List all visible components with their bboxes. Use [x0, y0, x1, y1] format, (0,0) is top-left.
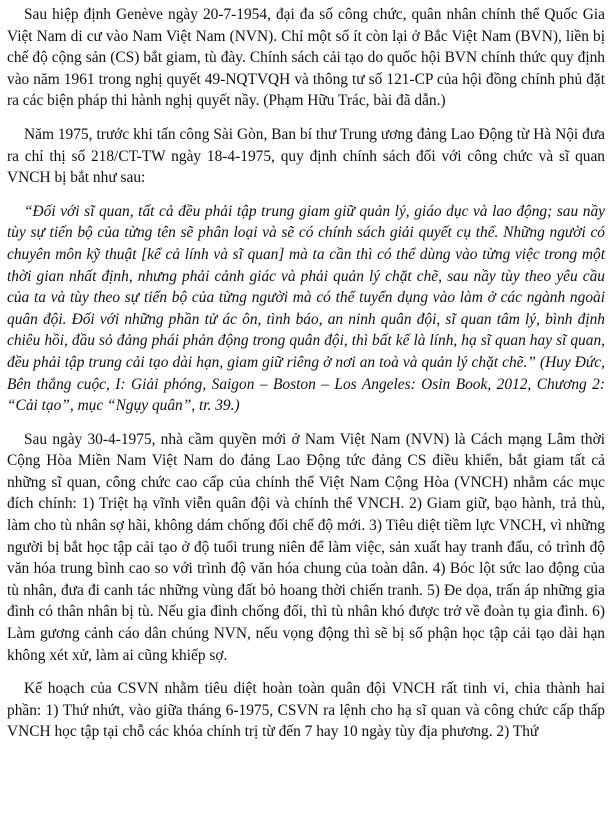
paragraph-directive-218: Năm 1975, trước khi tấn công Sài Gòn, Ban bí thư Trung ương đảng Lao Động từ Hà Nội đưa ra chỉ thị số 218/CT-TW ngày 18-4-1975, quy định chính sách đối với công chức và sĩ quan VNCH bị bắt như sau:: [7, 125, 605, 187]
paragraph-after-1975: Sau ngày 30-4-1975, nhà cầm quyền mới ở Nam Việt Nam (NVN) là Cách mạng Lâm thời Cộng Hòa Miền Nam Việt Nam do đảng Lao Động tức đảng CS điều khiển, bắt giam tất cả những sĩ quan, công chức cao cấp của chính thể Việt Nam Cộng Hòa (VNCH) nhằm các mục đích chính: 1) Triệt hạ vĩnh viễn quân đội và chính thể VNCH. 2) Giam giữ, bạo hành, trả thù, làm cho tù nhân sợ hãi, không dám chống đối chế độ mới. 3) Tiêu diệt tiềm lực VNCH, vì những người bị bắt học tập cải tạo ở độ tuổi trung niên để làm việc, sản xuất hay tranh đấu, có trình độ văn hóa trung bình cao so với trình độ văn hóa chung của toàn dân. 4) Bóc lột sức lao động của tù nhân, đưa đi canh tác những vùng đất bỏ hoang thời chiến tranh. 5) Đe dọa, trấn áp những gia đình có thân nhân bị tù. Nếu gia đình chống đối, thì tù nhân khó được trở về đoàn tụ gia đình. 6) Làm gương cảnh cáo dân chúng NVN, nếu vọng động thì sẽ bị số phận học tập cải tạo dài hạn không xét xử, làm ai cũng khiếp sợ.: [7, 430, 605, 664]
paragraph-csvn-plan: Kế hoạch của CSVN nhằm tiêu diệt hoàn toàn quân đội VNCH rất tinh vi, chia thành hai phần: 1) Thứ nhứt, vào giữa tháng 6-1975, CSVN ra lệnh cho hạ sĩ quan và công chức cấp thấp VNCH học tập tại chỗ các khóa chính trị từ đến 7 hay 10 ngày tùy địa phương. 2) Thứ: [7, 680, 605, 741]
quotation-directive-text: “Đối với sĩ quan, tất cả đều phải tập trung giam giữ quản lý, giáo dục và lao động; sau nầy tùy sự tiến bộ của từng tên sẽ phân loại và sẽ có chính sách giải quyết cụ thể. Những người có chuyên môn kỹ thuật [kể cả lính và sĩ quan] mà ta cần thì có thể dùng vào từng việc trong một thời gian nhất định, nhưng phải cảnh giác và phải quản lý chặt chẽ, sau nầy tùy theo yêu cầu của ta và tùy theo sự tiến bộ của từng người mà có thể tuyển dụng vào làm ở các ngành ngoài quân đội. Đối với những phần tử ác ôn, tình báo, an ninh quân đội, sĩ quan tâm lý, bình định chiêu hồi, đầu sỏ đảng phái phản động trong quân đội, thì bất kể là lính, hạ sĩ quan hay sĩ quan, đều phải tập trung cải tạo dài hạn, giam giữ riêng ở nơi an toà và quản lý chặt chẽ.” (Huy Đức, Bên thắng cuộc, I: Giải phóng, Saigon – Boston – Los Angeles: Osin Book, 2012, Chương 2: “Cải tạo”, mục “Ngụy quân”, tr. 39.): [7, 202, 605, 415]
paragraph-geneva-1954: Sau hiệp định Genève ngày 20-7-1954, đại đa số công chức, quân nhân chính thể Quốc Gia Việt Nam di cư vào Nam Việt Nam (NVN). Chỉ một số ít còn lại ở Bắc Việt Nam (BVN), liền bị chế độ cộng sản (CS) bắt giam, tù đày. Chính sách cải tạo do quốc hội BVN chính thức quy định vào năm 1961 trong nghị quyết 49-NQTVQH và thông tư số 121-CP của hội đồng chính phủ đặt ra các biện pháp thi hành nghị quyết nầy. (Phạm Hữu Trác, bài đã dẫn.): [7, 6, 605, 110]
